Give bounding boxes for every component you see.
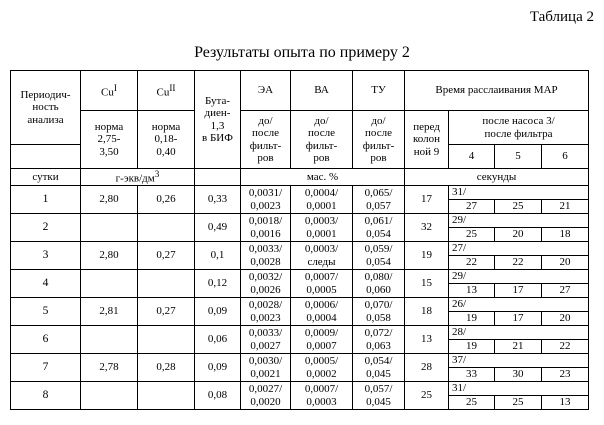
cell-after-pump: 31/ bbox=[449, 382, 589, 396]
header-col-5: 5 bbox=[495, 145, 542, 169]
cell-c4: 19 bbox=[449, 312, 495, 326]
cell-n: 6 bbox=[11, 326, 81, 354]
cell-n: 3 bbox=[11, 242, 81, 270]
cell-bd: 0,1 bbox=[195, 242, 241, 270]
cell-va: 0,0006/ 0,0004 bbox=[291, 298, 353, 326]
header-tu: ТУ bbox=[353, 71, 405, 111]
cell-va: 0,0007/ 0,0003 bbox=[291, 382, 353, 410]
table-row bbox=[11, 270, 589, 284]
cell-cu2 bbox=[138, 382, 195, 410]
cell-bd: 0,33 bbox=[195, 186, 241, 214]
cell-c5: 30 bbox=[495, 368, 542, 382]
cell-n: 4 bbox=[11, 270, 81, 298]
cell-ea: 0,0032/ 0,0026 bbox=[241, 270, 291, 298]
cell-c5: 20 bbox=[495, 228, 542, 242]
cell-c4: 13 bbox=[449, 284, 495, 298]
cell-bd: 0,49 bbox=[195, 214, 241, 242]
cell-cu1: 2,80 bbox=[81, 242, 138, 270]
cell-ea: 0,0033/ 0,0028 bbox=[241, 242, 291, 270]
cell-before: 18 bbox=[405, 298, 449, 326]
unit-seconds: секунды bbox=[405, 169, 589, 186]
unit-days: сутки bbox=[11, 169, 81, 186]
cell-cu2: 0,27 bbox=[138, 298, 195, 326]
unit-mass: мас. % bbox=[241, 169, 405, 186]
cell-n: 1 bbox=[11, 186, 81, 214]
cell-tu: 0,065/ 0,057 bbox=[353, 186, 405, 214]
header-va-sub: до/ после фильт- ров bbox=[291, 111, 353, 169]
cell-c6: 23 bbox=[542, 368, 589, 382]
cell-c4: 27 bbox=[449, 200, 495, 214]
header-after-pump: после насоса 3/ после фильтра bbox=[449, 111, 589, 145]
header-separation-time: Время расслаивания МАР bbox=[405, 71, 589, 111]
table-row bbox=[11, 242, 589, 256]
header-col-4: 4 bbox=[449, 145, 495, 169]
header-tu-sub: до/ после фильт- ров bbox=[353, 111, 405, 169]
cell-c4: 25 bbox=[449, 228, 495, 242]
cell-c5: 17 bbox=[495, 312, 542, 326]
cell-cu1: 2,80 bbox=[81, 186, 138, 214]
cell-before: 25 bbox=[405, 382, 449, 410]
table-number: Таблица 2 bbox=[529, 9, 594, 25]
cell-n: 2 bbox=[11, 214, 81, 242]
header-ea: ЭА bbox=[241, 71, 291, 111]
cell-before: 28 bbox=[405, 354, 449, 382]
cell-n: 8 bbox=[11, 382, 81, 410]
header-period-blank bbox=[11, 145, 81, 169]
cell-va: 0,0009/ 0,0007 bbox=[291, 326, 353, 354]
cell-cu2: 0,26 bbox=[138, 186, 195, 214]
cell-cu1 bbox=[81, 382, 138, 410]
table-row bbox=[11, 298, 589, 312]
cell-c6: 20 bbox=[542, 312, 589, 326]
table-body bbox=[11, 186, 589, 410]
cell-tu: 0,057/ 0,045 bbox=[353, 382, 405, 410]
cell-c6: 21 bbox=[542, 200, 589, 214]
cell-c5: 25 bbox=[495, 200, 542, 214]
cell-before: 32 bbox=[405, 214, 449, 242]
cell-cu1 bbox=[81, 326, 138, 354]
cell-c5: 17 bbox=[495, 284, 542, 298]
cell-c4: 19 bbox=[449, 340, 495, 354]
cell-tu: 0,054/ 0,045 bbox=[353, 354, 405, 382]
cell-c5: 25 bbox=[495, 396, 542, 410]
table-title: Результаты опыта по примеру 2 bbox=[194, 44, 410, 61]
cell-bd: 0,09 bbox=[195, 298, 241, 326]
cell-tu: 0,072/ 0,063 bbox=[353, 326, 405, 354]
cell-after-pump: 28/ bbox=[449, 326, 589, 340]
header-va: ВА bbox=[291, 71, 353, 111]
cell-c5: 21 bbox=[495, 340, 542, 354]
cell-n: 7 bbox=[11, 354, 81, 382]
cell-ea: 0,0028/ 0,0023 bbox=[241, 298, 291, 326]
cell-before: 19 bbox=[405, 242, 449, 270]
cell-cu2: 0,27 bbox=[138, 242, 195, 270]
cell-ea: 0,0018/ 0,0016 bbox=[241, 214, 291, 242]
cell-after-pump: 37/ bbox=[449, 354, 589, 368]
cell-bd: 0,09 bbox=[195, 354, 241, 382]
cell-bd: 0,12 bbox=[195, 270, 241, 298]
cell-c4: 25 bbox=[449, 396, 495, 410]
cell-after-pump: 31/ bbox=[449, 186, 589, 200]
cell-c6: 18 bbox=[542, 228, 589, 242]
cell-c4: 22 bbox=[449, 256, 495, 270]
cell-ea: 0,0027/ 0,0020 bbox=[241, 382, 291, 410]
header-cu2-norm: норма 0,18- 0,40 bbox=[138, 111, 195, 169]
header-cu1: $Cu^I$ bbox=[81, 71, 138, 111]
cell-c5: 22 bbox=[495, 256, 542, 270]
cell-ea: 0,0031/ 0,0023 bbox=[241, 186, 291, 214]
table-row bbox=[11, 326, 589, 340]
header-col-6: 6 bbox=[542, 145, 589, 169]
cell-va: 0,0005/ 0,0002 bbox=[291, 354, 353, 382]
cell-bd: 0,06 bbox=[195, 326, 241, 354]
results-table bbox=[10, 70, 589, 410]
cell-c6: 13 bbox=[542, 396, 589, 410]
table-row bbox=[11, 382, 589, 396]
cell-after-pump: 29/ bbox=[449, 270, 589, 284]
cell-va: 0,0004/ 0,0001 bbox=[291, 186, 353, 214]
cell-cu1: 2,78 bbox=[81, 354, 138, 382]
cell-n: 5 bbox=[11, 298, 81, 326]
cell-va: 0,0003/ следы bbox=[291, 242, 353, 270]
cell-c6: 20 bbox=[542, 256, 589, 270]
cell-va: 0,0007/ 0,0005 bbox=[291, 270, 353, 298]
cell-c4: 33 bbox=[449, 368, 495, 382]
cell-after-pump: 26/ bbox=[449, 298, 589, 312]
cell-ea: 0,0030/ 0,0021 bbox=[241, 354, 291, 382]
header-ea-sub: до/ после фильт- ров bbox=[241, 111, 291, 169]
cell-cu1 bbox=[81, 214, 138, 242]
table-row bbox=[11, 214, 589, 228]
cell-after-pump: 27/ bbox=[449, 242, 589, 256]
cell-after-pump: 29/ bbox=[449, 214, 589, 228]
cell-tu: 0,059/ 0,054 bbox=[353, 242, 405, 270]
cell-bd: 0,08 bbox=[195, 382, 241, 410]
cell-cu2 bbox=[138, 270, 195, 298]
header-period: Периодич- ность анализа bbox=[11, 71, 81, 145]
cell-tu: 0,070/ 0,058 bbox=[353, 298, 405, 326]
unit-geq: $г-экв/дм^3$ bbox=[81, 169, 195, 186]
header-cu1-norm: норма 2,75- 3,50 bbox=[81, 111, 138, 169]
cell-before: 13 bbox=[405, 326, 449, 354]
cell-before: 17 bbox=[405, 186, 449, 214]
header-cu2: $Cu^{II}$ bbox=[138, 71, 195, 111]
cell-ea: 0,0033/ 0,0027 bbox=[241, 326, 291, 354]
cell-cu2 bbox=[138, 326, 195, 354]
table-row bbox=[11, 354, 589, 368]
header-butadiene: Бута- диен- 1,3 в БИФ bbox=[195, 71, 241, 169]
cell-cu2 bbox=[138, 214, 195, 242]
cell-before: 15 bbox=[405, 270, 449, 298]
cell-va: 0,0003/ 0,0001 bbox=[291, 214, 353, 242]
cell-c6: 27 bbox=[542, 284, 589, 298]
header-before-column: перед колон ной 9 bbox=[405, 111, 449, 169]
cell-tu: 0,080/ 0,060 bbox=[353, 270, 405, 298]
cell-cu1: 2,81 bbox=[81, 298, 138, 326]
table-row bbox=[11, 186, 589, 200]
unit-blank bbox=[195, 169, 241, 186]
cell-cu1 bbox=[81, 270, 138, 298]
cell-c6: 22 bbox=[542, 340, 589, 354]
cell-cu2: 0,28 bbox=[138, 354, 195, 382]
cell-tu: 0,061/ 0,054 bbox=[353, 214, 405, 242]
